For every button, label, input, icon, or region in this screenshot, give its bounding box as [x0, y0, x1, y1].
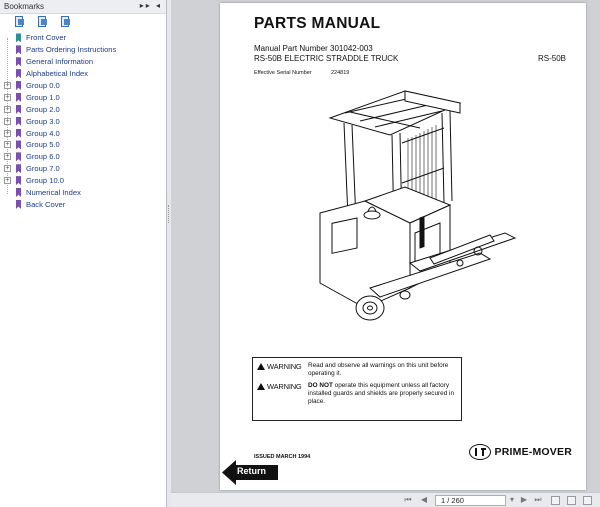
bookmark-label: Group 7.0: [26, 164, 60, 174]
bookmark-icon: [16, 117, 21, 126]
tree-spacer: [4, 58, 11, 65]
bookmark-icon: [16, 164, 21, 173]
tree-spacer: [4, 201, 11, 208]
page-number-input[interactable]: 1 / 260: [435, 495, 506, 506]
bookmark-label: Back Cover: [26, 199, 66, 209]
bookmarks-header: [0, 0, 166, 14]
expand-toggle-icon[interactable]: +: [5, 153, 10, 161]
bookmark-icon: [16, 152, 21, 161]
bookmark-item[interactable]: [0, 68, 166, 80]
warning-row: [257, 362, 457, 378]
bookmark-icon: [16, 93, 21, 102]
bookmark-item[interactable]: [0, 198, 166, 210]
expand-toggle-icon[interactable]: +: [5, 105, 10, 113]
warning-tag-label: WARNING: [267, 362, 302, 371]
issue-date: ISSUED MARCH 1994: [254, 454, 311, 460]
bookmark-item[interactable]: [0, 44, 166, 56]
bookmark-icon: [16, 45, 21, 54]
return-label: Return: [237, 466, 266, 476]
warning-triangle-icon: [257, 383, 265, 390]
serial-number-value: 224819: [331, 70, 350, 76]
bookmark-label: Group 4.0: [26, 128, 60, 138]
new-bookmark-icon[interactable]: [60, 16, 71, 29]
bookmark-item[interactable]: [0, 80, 166, 92]
next-view-icon[interactable]: [567, 496, 576, 505]
bookmark-label: Alphabetical Index: [26, 69, 89, 79]
bookmark-item[interactable]: [0, 32, 166, 44]
expand-toggle-icon[interactable]: +: [5, 93, 10, 101]
expand-toggle-icon[interactable]: +: [5, 82, 10, 89]
warning-text-body: Read and observe all warnings on this unit before operating it.: [308, 362, 449, 377]
warning-tag: [257, 362, 305, 371]
splitter-grip-icon[interactable]: [168, 205, 170, 223]
warnings-box: [252, 357, 462, 421]
bookmark-icon: [16, 57, 21, 66]
bookmark-item[interactable]: [0, 175, 166, 187]
bookmark-item[interactable]: [0, 103, 166, 115]
bookmark-label: Group 3.0: [26, 116, 60, 126]
bookmark-item[interactable]: [0, 91, 166, 103]
warning-text: [308, 362, 457, 378]
serial-number-label: Effective Serial Number: [254, 70, 312, 76]
manual-part-number: Manual Part Number 301042-003: [254, 44, 373, 53]
bt-seal-icon: [469, 444, 491, 460]
warning-triangle-icon: [257, 363, 265, 370]
bookmark-item[interactable]: [0, 127, 166, 139]
bookmark-item[interactable]: [0, 151, 166, 163]
bookmark-item[interactable]: [0, 163, 166, 175]
bookmark-icon: [16, 69, 21, 78]
tree-spacer: [4, 34, 11, 41]
bookmark-label: Front Cover: [26, 33, 67, 43]
warning-text: [308, 382, 457, 406]
first-page-icon[interactable]: ⏮: [404, 495, 412, 504]
bookmark-icon: [16, 188, 21, 197]
bookmark-icon: [16, 81, 21, 90]
bookmark-icon: [16, 200, 21, 209]
tree-spacer: [4, 70, 11, 77]
return-button[interactable]: [222, 460, 280, 485]
bookmark-item[interactable]: [0, 115, 166, 127]
bookmark-item[interactable]: [0, 56, 166, 68]
bookmarks-toolbar: [0, 14, 166, 32]
last-page-icon[interactable]: ⏭: [534, 495, 542, 504]
bookmark-label: Group 6.0: [26, 152, 60, 162]
bookmark-label: General Information: [26, 57, 94, 67]
expand-toggle-icon[interactable]: +: [5, 177, 10, 185]
warning-text-bold: DO NOT: [308, 382, 333, 389]
bookmark-icon: [16, 176, 21, 185]
expand-toggle-icon[interactable]: +: [5, 165, 10, 173]
bookmark-icon: [16, 33, 21, 42]
page-dropdown-icon[interactable]: ▾: [509, 495, 514, 504]
bookmark-icon: [16, 129, 21, 138]
document-title: PARTS MANUAL: [254, 15, 381, 32]
bookmark-label: Group 0.0: [26, 81, 60, 90]
warning-tag-label: WARNING: [267, 382, 302, 391]
previous-view-icon[interactable]: [551, 496, 560, 505]
brand-name: PRIME-MOVER: [494, 446, 572, 458]
straddle-truck-illustration: [310, 83, 520, 333]
bookmark-item[interactable]: [0, 187, 166, 199]
page-navigation-bar: [171, 492, 600, 507]
warning-text-body: operate this equipment unless all factory installed guards and shields are properly secured in place.: [308, 382, 455, 405]
expand-bookmark-icon[interactable]: [37, 16, 48, 29]
bookmark-label: Group 1.0: [26, 92, 60, 102]
bookmark-label: Group 10.0: [26, 176, 64, 186]
expand-toggle-icon[interactable]: +: [5, 117, 10, 125]
brand-logo: [469, 444, 572, 460]
warning-tag: [257, 382, 305, 391]
tree-spacer: [4, 189, 11, 196]
page-layout-icon[interactable]: [583, 496, 592, 505]
bookmark-label: Group 5.0: [26, 140, 60, 150]
model-code: RS-50B: [537, 54, 566, 63]
pdf-page: [220, 3, 586, 490]
bookmark-label: Numerical Index: [26, 188, 81, 198]
bookmarks-title: Bookmarks: [4, 2, 45, 11]
bookmark-tree: [0, 32, 166, 210]
bookmarks-panel-controls[interactable]: ▸▸ ◂: [139, 1, 162, 10]
next-page-icon[interactable]: ▶: [520, 495, 528, 504]
expand-toggle-icon[interactable]: +: [5, 129, 10, 137]
bookmarks-panel: [0, 0, 167, 507]
bookmark-options-icon[interactable]: [14, 16, 25, 29]
bookmark-label: Group 2.0: [26, 104, 60, 114]
bookmark-item[interactable]: [0, 139, 166, 151]
previous-page-icon[interactable]: ◀: [420, 495, 428, 504]
expand-toggle-icon[interactable]: +: [5, 141, 10, 149]
document-viewer[interactable]: [171, 0, 600, 492]
bookmark-icon: [16, 140, 21, 149]
warning-row: [257, 382, 457, 406]
bookmark-label: Parts Ordering Instructions: [26, 45, 117, 55]
bookmark-icon: [16, 105, 21, 114]
product-line: RS-50B ELECTRIC STRADDLE TRUCK: [254, 54, 399, 63]
tree-spacer: [4, 46, 11, 53]
